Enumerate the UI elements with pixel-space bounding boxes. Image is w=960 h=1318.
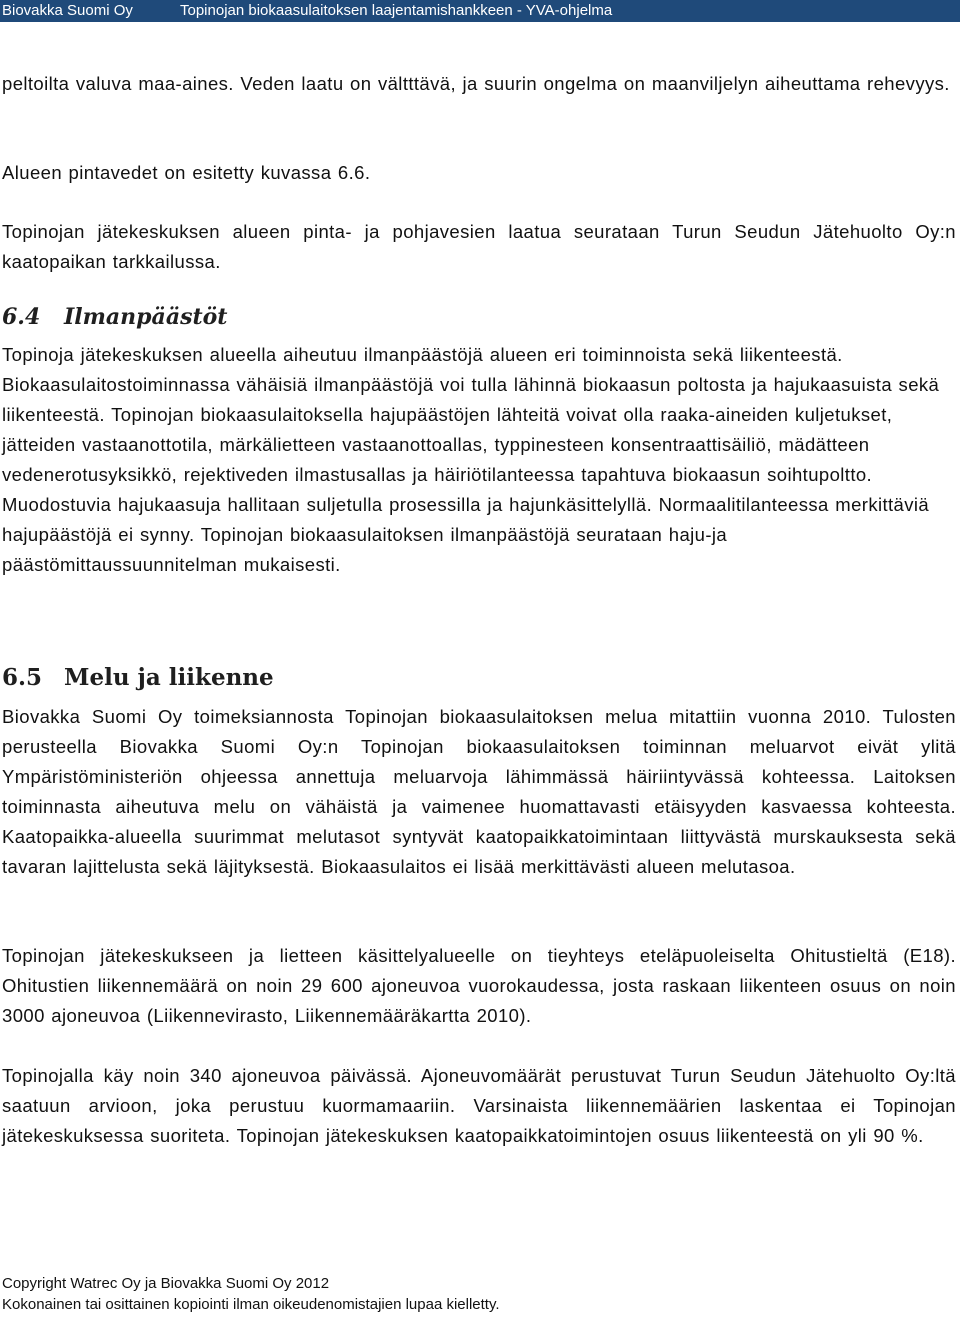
section-heading-6-4 <box>2 304 227 330</box>
footer-copyright: Copyright Watrec Oy ja Biovakka Suomi Oy 2012 <box>2 1275 330 1292</box>
paragraph-water-monitoring: Topinojan jätekeskuksen alueen pinta- ja pohjavesien laatua seurataan Turun Seudun Jätehuolto Oy:n kaatopaikan tarkkailussa. <box>2 221 956 272</box>
page-header <box>0 0 960 22</box>
paragraph-noise: Biovakka Suomi Oy toimeksiannosta Topinojan biokaasulaitoksen melua mitattiin vuonna 2010. Tulosten perusteella Biovakka Suomi Oy:n Topinojan biokaasulaitoksen toiminnan meluarvot eivät ylitä Ympäristöministeriön ohjeessa annettuja meluarvoja lähimmässä häiriintyvässä kohteessa. Laitoksen toiminnasta aiheutuva melu on vähäistä ja vaimenee huomattavasti etäisyyden kasvaessa kohteesta. Kaatopaikka-alueella suurimmat melutasot syntyvät kaatopaikkatoimintaan liittyvästä murskauksesta sekä tavaran lajittelusta sekä läjityksestä. Biokaasulaitos ei lisää merkittävästi alueen melutasoa. <box>2 706 956 877</box>
section-number: 6.5 <box>2 664 43 691</box>
header-company: Biovakka Suomi Oy <box>2 2 133 19</box>
paragraph-vehicle-counts: Topinojalla käy noin 340 ajoneuvoa päivässä. Ajoneuvomäärät perustuvat Turun Seudun Jätehuolto Oy:ltä saatuun arvioon, joka perustuu kuormamaariin. Varsinaista liikennemäärien laskentaa ei Topinojan jätekeskuksessa suoriteta. Topinojan jätekeskuksen kaatopaikkatoimintojen osuus liikenteestä on yli 90 %. <box>2 1065 956 1146</box>
footer-copy-notice: Kokonainen tai osittainen kopiointi ilman oikeudenomistajien lupaa kielletty. <box>2 1296 500 1313</box>
paragraph-air-emissions: Topinoja jätekeskuksen alueella aiheutuu ilmanpäästöjä alueen eri toiminnoista sekä liikenteestä. Biokaasulaitostoiminnassa vähäisiä ilmanpäästöjä voi tulla lähinnä biokaasun poltosta ja hajukaasuista sekä liikenteestä. Topinojan biokaasulaitoksella hajupäästöjen lähteitä voivat olla raaka-aineiden kuljetukset, jätteiden vastaanottotila, märkälietteen vastaanottoallas, typpinesteen konsentraattisäiliö, mädätteen vedenerotusyksikkö, rejektiveden ilmastusallas ja häiriötilanteessa tapahtuva biokaasun soihtupoltto. Muodostuvia hajukaasuja hallitaan suljetulla prosessilla ja hajunkäsittelyllä. Normaalitilanteessa merkittäviä hajupäästöjä ei synny. Topinojan biokaasulaitoksen ilmanpäästöjä seurataan haju-ja päästömittaussuunnitelman mukaisesti. <box>2 344 940 575</box>
paragraph-traffic-access: Topinojan jätekeskukseen ja lietteen käsittelyalueelle on tieyhteys eteläpuoleiselta Ohitustieltä (E18). Ohitustien liikennemäärä on noin 29 600 ajoneuvoa vuorokaudessa, josta raskaan liikenteen osuus on noin 3000 ajoneuvoa (Liikennevirasto, Liikennemääräkartta 2010). <box>2 945 956 1026</box>
section-number: 6.4 <box>2 304 41 330</box>
section-heading-6-5 <box>2 664 274 691</box>
paragraph-water-quality: peltoilta valuva maa-aines. Veden laatu on vältttävä, ja suurin ongelma on maanviljelyn aiheuttama rehevyys. <box>2 73 950 94</box>
section-title: Melu ja liikenne <box>64 664 274 691</box>
section-title: Ilmanpäästöt <box>64 304 228 330</box>
paragraph-surface-waters: Alueen pintavedet on esitetty kuvassa 6.6. <box>2 162 371 183</box>
header-project-title: Topinojan biokaasulaitoksen laajentamishankkeen - YVA-ohjelma <box>180 2 613 19</box>
